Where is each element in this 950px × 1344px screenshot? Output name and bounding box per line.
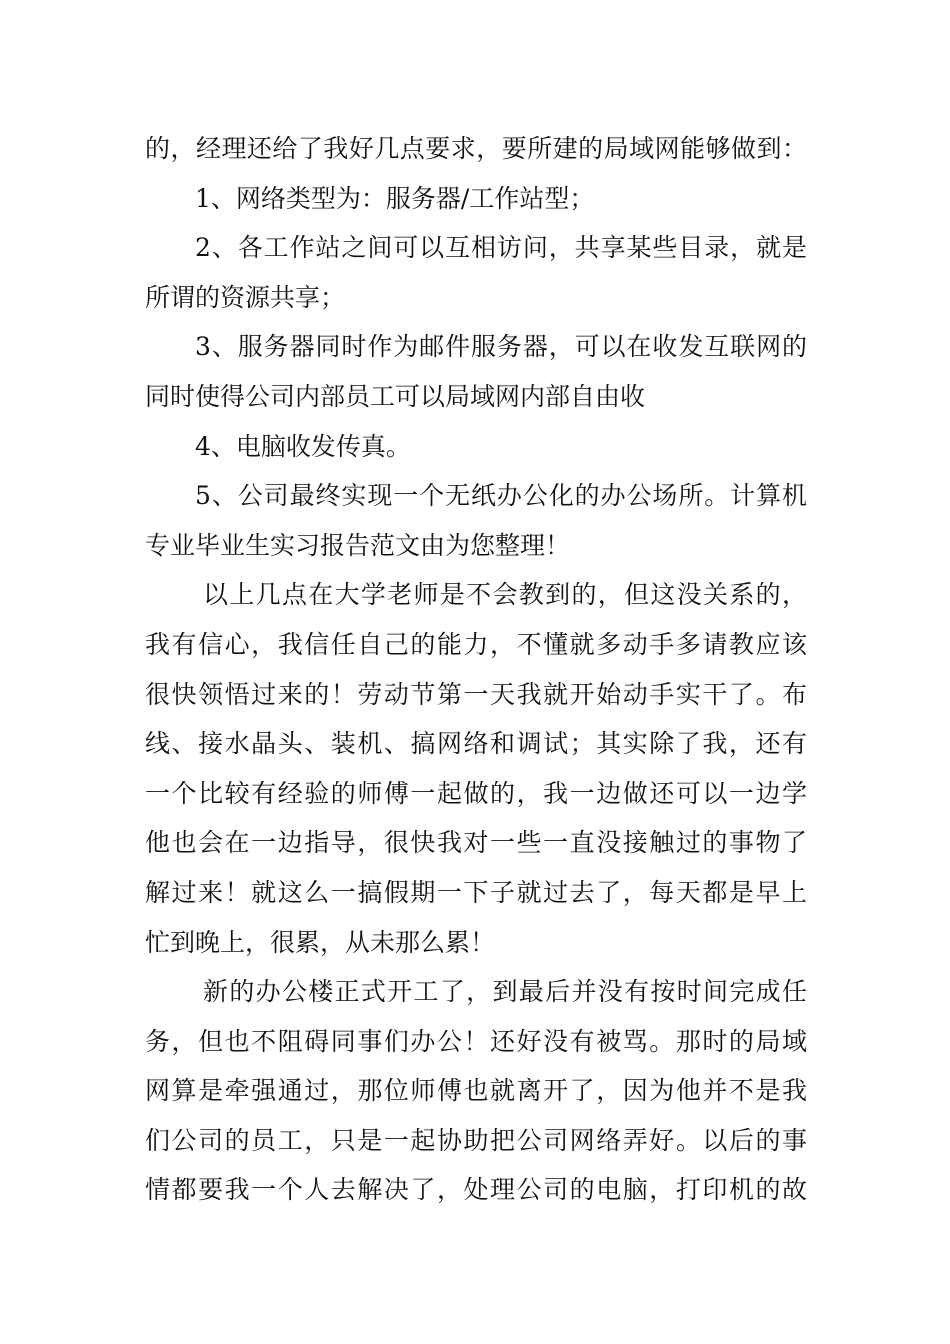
list-item-3: 3、服务器同时作为邮件服务器，可以在收发互联网的 — [195, 332, 807, 362]
text-line: 解过来！就这么一搞假期一下子就过去了，每天都是早上 — [145, 877, 807, 907]
list-item-2: 2、各工作站之间可以互相访问，共享某些目录，就是 — [195, 233, 807, 263]
text-line: 一个比较有经验的师傅一起做的，我一边做还可以一边学 — [145, 778, 807, 808]
list-item-5: 5、公司最终实现一个无纸办公化的办公场所。计算机 — [195, 481, 807, 511]
text-line: 务，但也不阻碍同事们办公！还好没有被骂。那时的局域 — [145, 1026, 807, 1056]
text-line: 同时使得公司内部员工可以局域网内部自由收 — [145, 381, 646, 411]
paragraph-start: 新的办公楼正式开工了，到最后并没有按时间完成任 — [203, 977, 807, 1007]
text-line: 网算是牵强通过，那位师傅也就离开了，因为他并不是我 — [145, 1076, 807, 1106]
text-line: 很快领悟过来的！劳动节第一天我就开始动手实干了。布 — [145, 679, 807, 709]
text-line: 线、接水晶头、装机、搞网络和调试；其实除了我，还有 — [145, 729, 807, 759]
body-text — [145, 124, 807, 1215]
text-line: 的，经理还给了我好几点要求，要所建的局域网能够做到： — [145, 134, 807, 163]
text-line: 所谓的资源共享； — [145, 282, 346, 312]
list-item-1: 1、网络类型为：服务器/工作站型； — [195, 183, 595, 213]
text-line: 他也会在一边指导，很快我对一些一直没接触过的事物了 — [145, 828, 807, 858]
list-item-4: 4、电脑收发传真。 — [195, 431, 411, 461]
text-line: 忙到晚上，很累，从未那么累！ — [145, 927, 496, 957]
text-line: 我有信心，我信任自己的能力，不懂就多动手多请教应该 — [145, 629, 807, 659]
text-line: 们公司的员工，只是一起协助把公司网络弄好。以后的事 — [145, 1125, 807, 1155]
paragraph-start: 以上几点在大学老师是不会教到的，但这没关系的， — [203, 580, 807, 610]
text-line: 专业毕业生实习报告范文由为您整理！ — [145, 530, 571, 560]
text-line: 情都要我一个人去解决了，处理公司的电脑，打印机的故 — [145, 1175, 807, 1205]
